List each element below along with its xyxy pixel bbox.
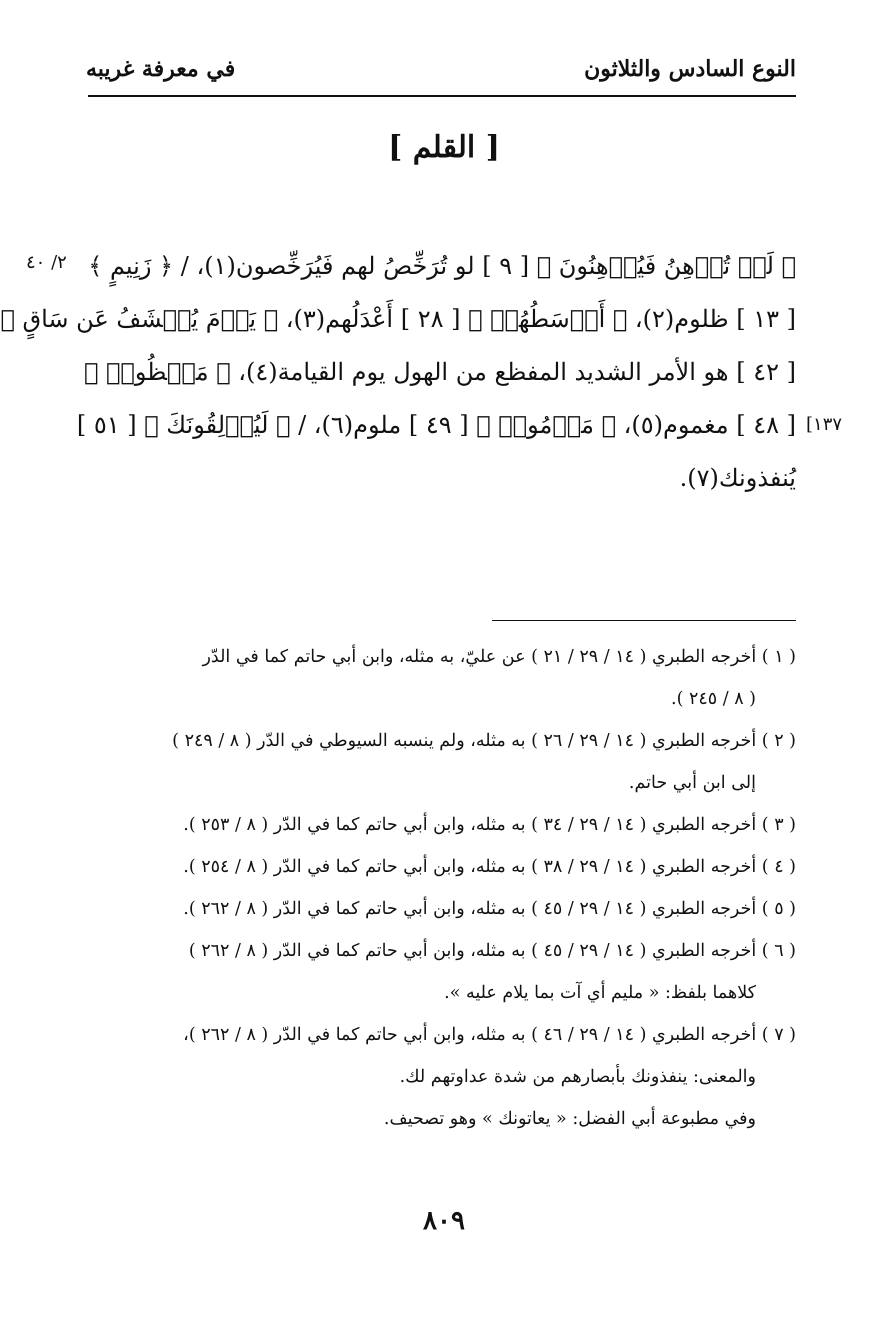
text-line: يُنفذونك(٧). [679, 464, 796, 492]
running-header-subject: في معرفة غريبه [86, 56, 236, 82]
footnote-4 [84, 846, 796, 888]
text-line: [ ٤٨ ] مغموم(٥)، ﴿ مَذۡمُومٞ ﴾ [ ٤٩ ] ملوم(٦)، / ﴿ لَيُزۡلِقُونَكَ ﴾ [ ٥١ ] [76, 411, 796, 439]
page-number: ٨٠٩ [423, 1206, 465, 1236]
footnote-text: ( ٢ ) أخرجه الطبري ( ١٤ / ٢٩ / ٢٦ ) به مثله، ولم ينسبه السيوطي في الدّر ( ٨ / ٢٤٩ ) [172, 731, 796, 751]
footnotes [84, 636, 796, 1140]
footnote-3 [84, 804, 796, 846]
footnote-2 [84, 720, 796, 804]
margin-reference-top: ٢/ ٤٠ [26, 252, 67, 273]
running-header-chapter: النوع السادس والثلاثون [584, 56, 796, 82]
footnote-continuation: كلاهما بلفظ: « مليم أي آت بما يلام عليه ». [444, 983, 756, 1003]
text-line: [ ١٣ ] ظلوم(٢)، ﴿ أَوۡسَطُهُمۡ ﴾ [ ٢٨ ] أَعْدَلُهم(٣)، ﴿ يَوۡمَ يُكۡشَفُ عَن سَاقٍ ﴾ [0, 305, 796, 333]
footnote-1 [84, 636, 796, 720]
header-divider [88, 95, 796, 97]
section-title: [ القلم ] [388, 130, 500, 165]
footnote-text: ( ٤ ) أخرجه الطبري ( ١٤ / ٢٩ / ٣٨ ) به مثله، وابن أبي حاتم كما في الدّر ( ٨ / ٢٥٤ ). [183, 857, 796, 877]
footnote-continuation: إلى ابن أبي حاتم. [628, 773, 756, 793]
text-line: [ ٤٢ ] هو الأمر الشديد المفظع من الهول يوم القيامة(٤)، ﴿ مَكۡظُومٞ ﴾ [84, 358, 796, 386]
footnote-text: ( ٧ ) أخرجه الطبري ( ١٤ / ٢٩ / ٤٦ ) به مثله، وابن أبي حاتم كما في الدّر ( ٨ / ٢٦٢ )، [183, 1025, 796, 1045]
text-line: ﴿ لَوۡ تُدۡهِنُ فَيُدۡهِنُونَ ﴾ [ ٩ ] لو تُرَخِّصُ لهم فَيُرَخِّصون(١)، / ﴿ زَنِيمٍ ﴾ [88, 252, 796, 280]
footnote-text: ( ٥ ) أخرجه الطبري ( ١٤ / ٢٩ / ٤٥ ) به مثله، وابن أبي حاتم كما في الدّر ( ٨ / ٢٦٢ ). [183, 899, 796, 919]
footnote-7 [84, 1014, 796, 1140]
footnote-5 [84, 888, 796, 930]
footnote-continuation: والمعنى: ينفذونك بأبصارهم من شدة عداوتهم لك. [399, 1067, 756, 1087]
footnote-text: ( ٣ ) أخرجه الطبري ( ١٤ / ٢٩ / ٣٤ ) به مثله، وابن أبي حاتم كما في الدّر ( ٨ / ٢٥٣ ). [183, 815, 796, 835]
footnote-continuation: وفي مطبوعة أبي الفضل: « يعاتونك » وهو تصحيف. [383, 1109, 756, 1129]
margin-reference-mid: [١٣٧ [806, 414, 843, 435]
footnote-continuation: ( ٨ / ٢٤٥ ). [671, 689, 756, 709]
footnote-6 [84, 930, 796, 1014]
footnote-divider [492, 620, 796, 621]
footnote-text: ( ٦ ) أخرجه الطبري ( ١٤ / ٢٩ / ٤٥ ) به مثله، وابن أبي حاتم كما في الدّر ( ٨ / ٢٦٢ ) [188, 941, 796, 961]
footnote-text: ( ١ ) أخرجه الطبري ( ١٤ / ٢٩ / ٢١ ) عن عليّ، به مثله، وابن أبي حاتم كما في الدّر [202, 647, 796, 667]
